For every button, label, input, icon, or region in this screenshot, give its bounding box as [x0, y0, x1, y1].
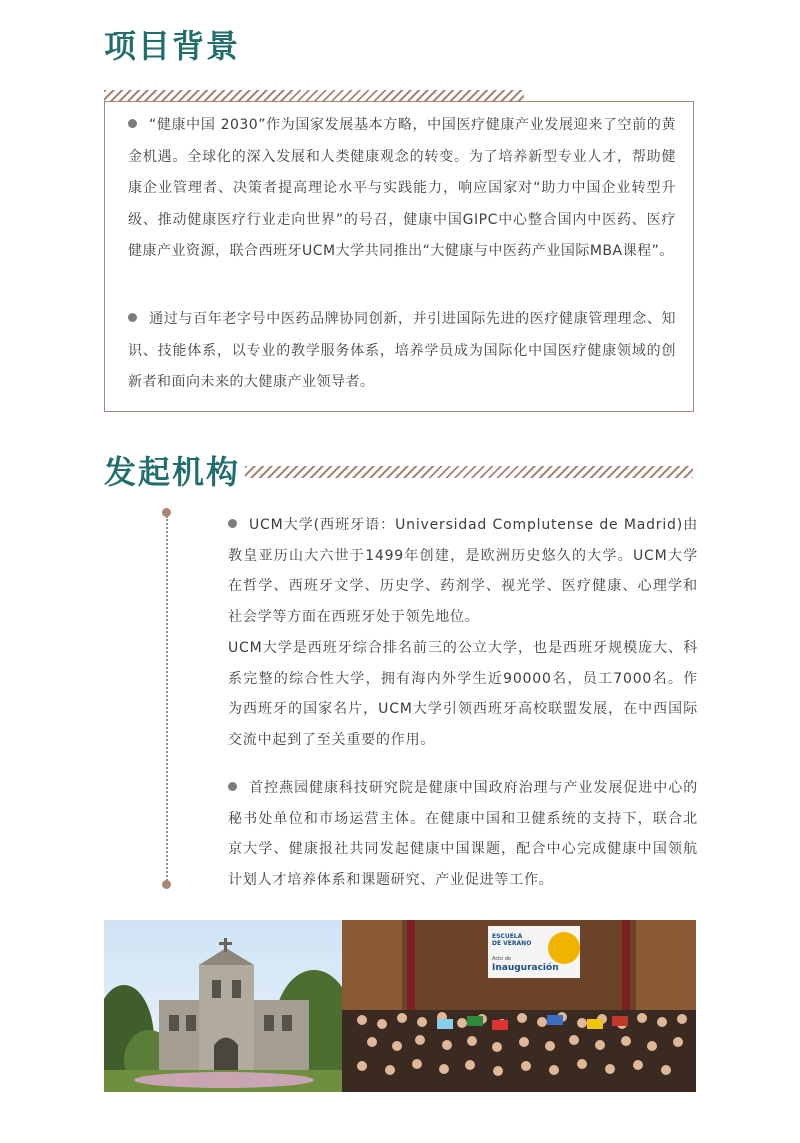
bullet-icon — [128, 313, 137, 322]
yanyuan-intro-paragraph: 首控燕园健康科技研究院是健康中国政府治理与产业发展促进中心的秘书处单位和市场运营主体。在健康中国和卫健系统的支持下，联合北京大学、健康报社共同发起健康中国课题，配合中心完成健康中国领航计划人才培养体系和课题研究、产业促进等工作。 — [228, 780, 698, 888]
background-paragraph-1: “健康中国 2030”作为国家发展基本方略，中国医疗健康产业发展迎来了空前的黄金机遇。全球化的深入发展和人类健康观念的转变。为了培养新型专业人才，帮助健康企业管理者、决策者提高理论水平与实践能力，响应国家对“助力中国企业转型升级、推动健康医疗行业走向世界”的号召，健康中国GIPC中心整合国内中医药、医疗健康产业资源，联合西班牙UCM大学共同推出“大健康与中医药产业国际MBA课程”。 — [128, 117, 676, 259]
timeline-dot-bottom — [162, 880, 171, 889]
background-title: 项目背景 — [104, 27, 241, 65]
background-paragraph-2: 通过与百年老字号中医药品牌协同创新，并引进国际先进的医疗健康管理理念、知识、技能体系，以专业的教学服务体系，培养学员成为国际化中国医疗健康领域的创新者和面向未来的大健康产业领导者。 — [128, 311, 676, 390]
screen-title: Inauguración — [492, 963, 559, 973]
organizers-title: 发起机构 — [104, 453, 241, 491]
ucm-intro-paragraph: UCM大学(西班牙语：Universidad Complutense de Madrid)由教皇亚历山大六世于1499年创建，是欧洲历史悠久的大学。UCM大学在哲学、西班牙文学、历史学、药剂学、视光学、医疗健康、心理学和社会学等方面在西班牙处于领先地位。 — [228, 517, 698, 625]
bullet-icon — [228, 519, 237, 528]
screen-line1: ESCUELA — [492, 933, 523, 940]
timeline-dot-top — [162, 508, 171, 517]
inauguration-crowd-photo — [342, 920, 696, 1092]
timeline-dotted-line — [166, 516, 168, 884]
bullet-icon — [128, 119, 137, 128]
screen-line2: DE VERANO — [492, 940, 532, 947]
campus-building-photo — [104, 920, 342, 1092]
bullet-icon — [228, 782, 237, 791]
screen-sub: Acto de — [492, 956, 511, 962]
ucm-detail-paragraph: UCM大学是西班牙综合排名前三的公立大学，也是西班牙规模庞大、科系完整的综合性大学，拥有海内外学生近90000名，员工7000名。作为西班牙的国家名片，UCM大学引领西班牙高校联盟发展，在中西国际交流中起到了至关重要的作用。 — [228, 640, 698, 748]
organizers-title-hatch — [245, 466, 693, 478]
